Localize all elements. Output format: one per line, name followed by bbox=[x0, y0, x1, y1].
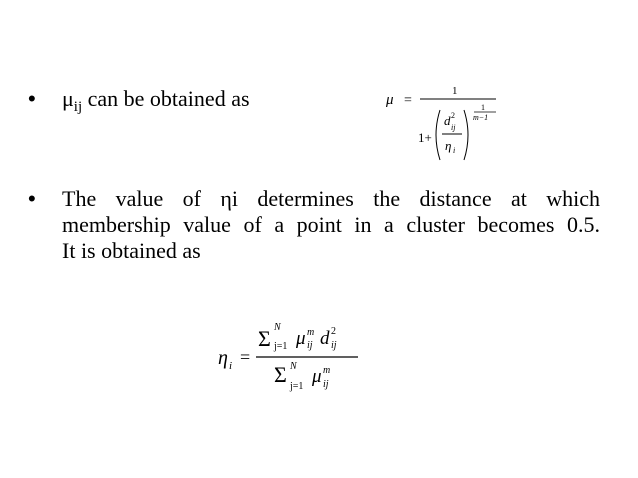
formula-eta-lhs: η bbox=[218, 347, 228, 369]
bullet-text-mu bbox=[62, 86, 250, 120]
formula-eta-num-d-sup: 2 bbox=[331, 326, 336, 337]
formula-eta-den-lower: j=1 bbox=[290, 381, 304, 392]
formula-eta-den-mu-sup: m bbox=[323, 365, 331, 376]
formula-eta-num-mu: μ bbox=[296, 328, 306, 349]
formula-eta-num-mu-sup: m bbox=[307, 327, 315, 338]
formula-mu-d: d bbox=[444, 113, 451, 128]
formula-mu-eta: η bbox=[445, 138, 452, 153]
bullet-text-eta bbox=[62, 186, 600, 264]
bullet-dot: • bbox=[28, 86, 36, 111]
bullet-line-3: It is obtained as bbox=[62, 238, 201, 263]
formula-mu-numerator: 1 bbox=[452, 85, 458, 97]
formula-mu-one-plus: 1+ bbox=[418, 130, 432, 145]
formula-eta-num-sigma: Σ bbox=[258, 326, 271, 351]
formula-mu-d-sub: ij bbox=[451, 123, 456, 132]
formula-mu-right-paren bbox=[464, 110, 468, 160]
formula-eta-lhs-sub: i bbox=[229, 360, 233, 372]
mu-symbol: μ bbox=[62, 86, 74, 111]
formula-eta-den-mu: μ bbox=[312, 366, 322, 387]
bullet-item-eta bbox=[28, 186, 600, 264]
mu-subscript: ij bbox=[73, 99, 83, 115]
formula-eta-num-d: d bbox=[320, 328, 330, 349]
formula-eta bbox=[214, 318, 364, 396]
formula-eta-den-mu-sub: ij bbox=[323, 379, 329, 390]
bullet-text-after: can be obtained as bbox=[82, 86, 250, 111]
formula-eta-den-sigma: Σ bbox=[274, 362, 287, 387]
formula-mu-lhs: μ bbox=[386, 92, 394, 108]
formula-mu bbox=[384, 80, 500, 162]
formula-mu-exp-den: m−1 bbox=[473, 113, 489, 122]
formula-eta-num-upper: N bbox=[274, 322, 281, 333]
bullet-dot: • bbox=[28, 186, 36, 211]
formula-eta-num-d-sub: ij bbox=[331, 340, 337, 351]
bullet-item-mu bbox=[28, 86, 250, 120]
formula-eta-den-upper: N bbox=[290, 361, 297, 372]
bullet-line-1: The value of ηi determines the distance at which bbox=[62, 186, 600, 211]
bullet-line-2: membership value of a point in a cluster becomes 0.5. bbox=[62, 212, 600, 237]
formula-eta-num-lower: j=1 bbox=[274, 341, 288, 352]
formula-eta-num-mu-sub: ij bbox=[307, 340, 313, 351]
formula-eta-equals: = bbox=[240, 347, 251, 367]
formula-mu-d-sup: 2 bbox=[451, 111, 455, 120]
formula-mu-eta-sub: i bbox=[453, 146, 456, 155]
formula-mu-equals: = bbox=[404, 93, 412, 108]
formula-mu-left-paren bbox=[436, 110, 440, 160]
formula-mu-exp-num: 1 bbox=[481, 103, 485, 112]
